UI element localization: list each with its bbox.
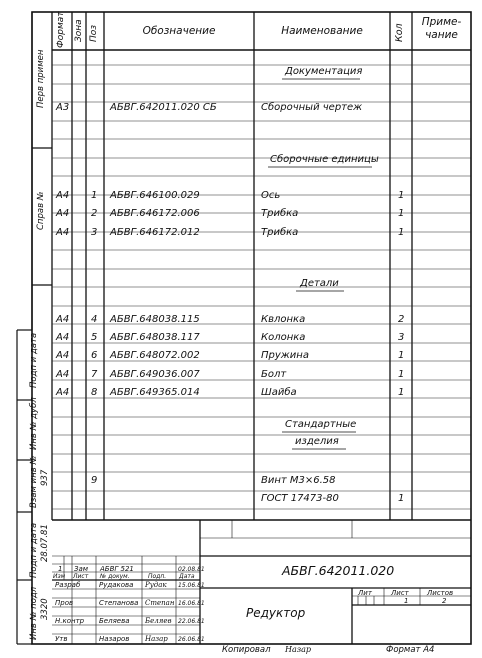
row-format: А4	[56, 387, 70, 398]
value-vzam-inv: 937	[40, 469, 50, 486]
role-nkontr: Н.контр	[55, 617, 85, 625]
row-name: Болт	[261, 369, 287, 380]
section-documentation: Документация	[285, 66, 363, 77]
label-perv-primen: Перв примен	[36, 49, 46, 108]
row-designation: АБВГ.646172.012	[110, 227, 200, 238]
date-razrab: 15.06.81	[178, 582, 205, 589]
row-designation: АБВГ.646172.006	[110, 208, 200, 219]
date-nkontr: 22.06.81	[178, 618, 205, 625]
row-format: А4	[56, 369, 70, 380]
header-pos: Поз	[89, 24, 99, 42]
row-pos: 1	[91, 190, 98, 201]
role-razrab: Разраб	[55, 581, 81, 589]
header-note-1: Приме-	[421, 16, 462, 28]
row-designation: АБВГ.648072.002	[110, 350, 200, 361]
value-podp-data: 28.07.81	[40, 524, 50, 562]
row-name: Квлонка	[261, 314, 306, 325]
header-zone: Зона	[74, 19, 84, 42]
header-note-2: чание	[425, 29, 458, 41]
label-podp-data-1: Подп и дата	[29, 332, 39, 388]
value-sheet: 1	[404, 597, 409, 605]
row-name: ГОСТ 17473-80	[261, 493, 339, 504]
row-designation: АБВГ.642011.020 СБ	[110, 102, 217, 113]
row-qty: 1	[398, 493, 405, 504]
row-name: Колонка	[261, 332, 306, 343]
row-qty: 1	[398, 350, 405, 361]
row-pos: 3	[91, 227, 98, 238]
value-inv-podl: 3320	[40, 598, 50, 620]
header-name: Наименование	[281, 25, 363, 37]
header-qty: Кол	[394, 23, 405, 42]
sig-nkontr: Беляев	[145, 617, 172, 625]
row-qty: 1	[398, 208, 405, 219]
section-parts: Детали	[300, 278, 339, 289]
row-pos: 8	[91, 387, 98, 398]
label-podp-data-2: Подп и дата	[29, 522, 39, 578]
label-lit: Лит	[358, 589, 372, 597]
row-pos: 5	[91, 332, 98, 343]
change-list: Зам	[74, 565, 89, 573]
row-qty: 1	[398, 227, 405, 238]
section-standard-2: изделия	[295, 436, 339, 447]
footer-copied-sig: Назар	[285, 645, 311, 654]
row-format: А4	[56, 190, 70, 201]
change-doc: АБВГ 521	[100, 565, 134, 573]
hdr-sign: Подп.	[148, 573, 167, 580]
row-name: Ось	[261, 190, 281, 201]
role-prov: Пров	[55, 599, 74, 607]
doc-number: АБВГ.642011.020	[282, 563, 395, 578]
row-pos: 2	[91, 208, 98, 219]
row-name: Винт М3×6.58	[261, 475, 336, 486]
hdr-date: Дата	[179, 573, 195, 580]
hdr-list: Лист	[73, 573, 89, 580]
label-sheet: Лист	[391, 589, 409, 597]
row-qty: 1	[398, 190, 405, 201]
row-name: Трибка	[261, 227, 299, 238]
name-utv: Назаров	[99, 635, 130, 643]
row-format: А4	[56, 314, 70, 325]
row-format: А4	[56, 227, 70, 238]
row-pos: 4	[91, 314, 98, 325]
row-qty: 3	[398, 332, 405, 343]
label-sprav: Справ №	[36, 191, 46, 230]
footer-format: Формат А4	[386, 645, 435, 655]
label-inv-podl: Инв № подл	[29, 586, 39, 640]
section-assembly-units: Сборочные единицы	[270, 154, 379, 165]
row-name: Пружина	[261, 350, 309, 361]
footer-copied: Копировал	[222, 645, 271, 655]
label-inv-dubl: Инв № дубл	[29, 397, 39, 450]
label-vzam-inv: Взам инв №	[29, 455, 39, 508]
row-format: А4	[56, 208, 70, 219]
row-name: Сборочный чертеж	[261, 102, 363, 113]
doc-title: Редуктор	[246, 606, 306, 620]
row-designation: АБВГ.648038.115	[110, 314, 200, 325]
row-format: А3	[56, 102, 70, 113]
row-pos: 9	[91, 475, 98, 486]
change-date: 02.08.81	[178, 566, 205, 573]
name-nkontr: Беляева	[99, 617, 130, 625]
row-qty: 1	[398, 369, 405, 380]
row-designation: АБВГ.649365.014	[110, 387, 200, 398]
row-designation: АБВГ.646100.029	[110, 190, 200, 201]
row-designation: АБВГ.649036.007	[110, 369, 200, 380]
row-qty: 1	[398, 387, 405, 398]
header-designation: Обозначение	[142, 25, 216, 37]
sig-utv: Назар	[145, 635, 168, 643]
row-format: А4	[56, 350, 70, 361]
header-format: Формат	[56, 11, 66, 48]
row-name: Трибка	[261, 208, 299, 219]
date-prov: 16.06.81	[178, 600, 205, 607]
sig-prov: Степан	[145, 599, 175, 607]
change-izm: 1	[58, 565, 63, 573]
section-standard-1: Стандартные	[285, 419, 357, 430]
row-format: А4	[56, 332, 70, 343]
row-name: Шайба	[261, 387, 297, 398]
hdr-doc: № докум.	[100, 573, 130, 580]
row-designation: АБВГ.648038.117	[110, 332, 200, 343]
row-qty: 2	[398, 314, 405, 325]
row-pos: 6	[91, 350, 98, 361]
name-razrab: Рудакова	[99, 581, 134, 589]
date-utv: 26.06.81	[178, 636, 205, 643]
sig-razrab: Рудак	[145, 581, 167, 589]
row-pos: 7	[91, 369, 98, 380]
label-sheets: Листов	[427, 589, 454, 597]
role-utv: Утв	[55, 635, 68, 643]
hdr-izm: Изм	[53, 573, 66, 580]
value-sheets: 2	[442, 597, 447, 605]
name-prov: Степанова	[99, 599, 139, 607]
